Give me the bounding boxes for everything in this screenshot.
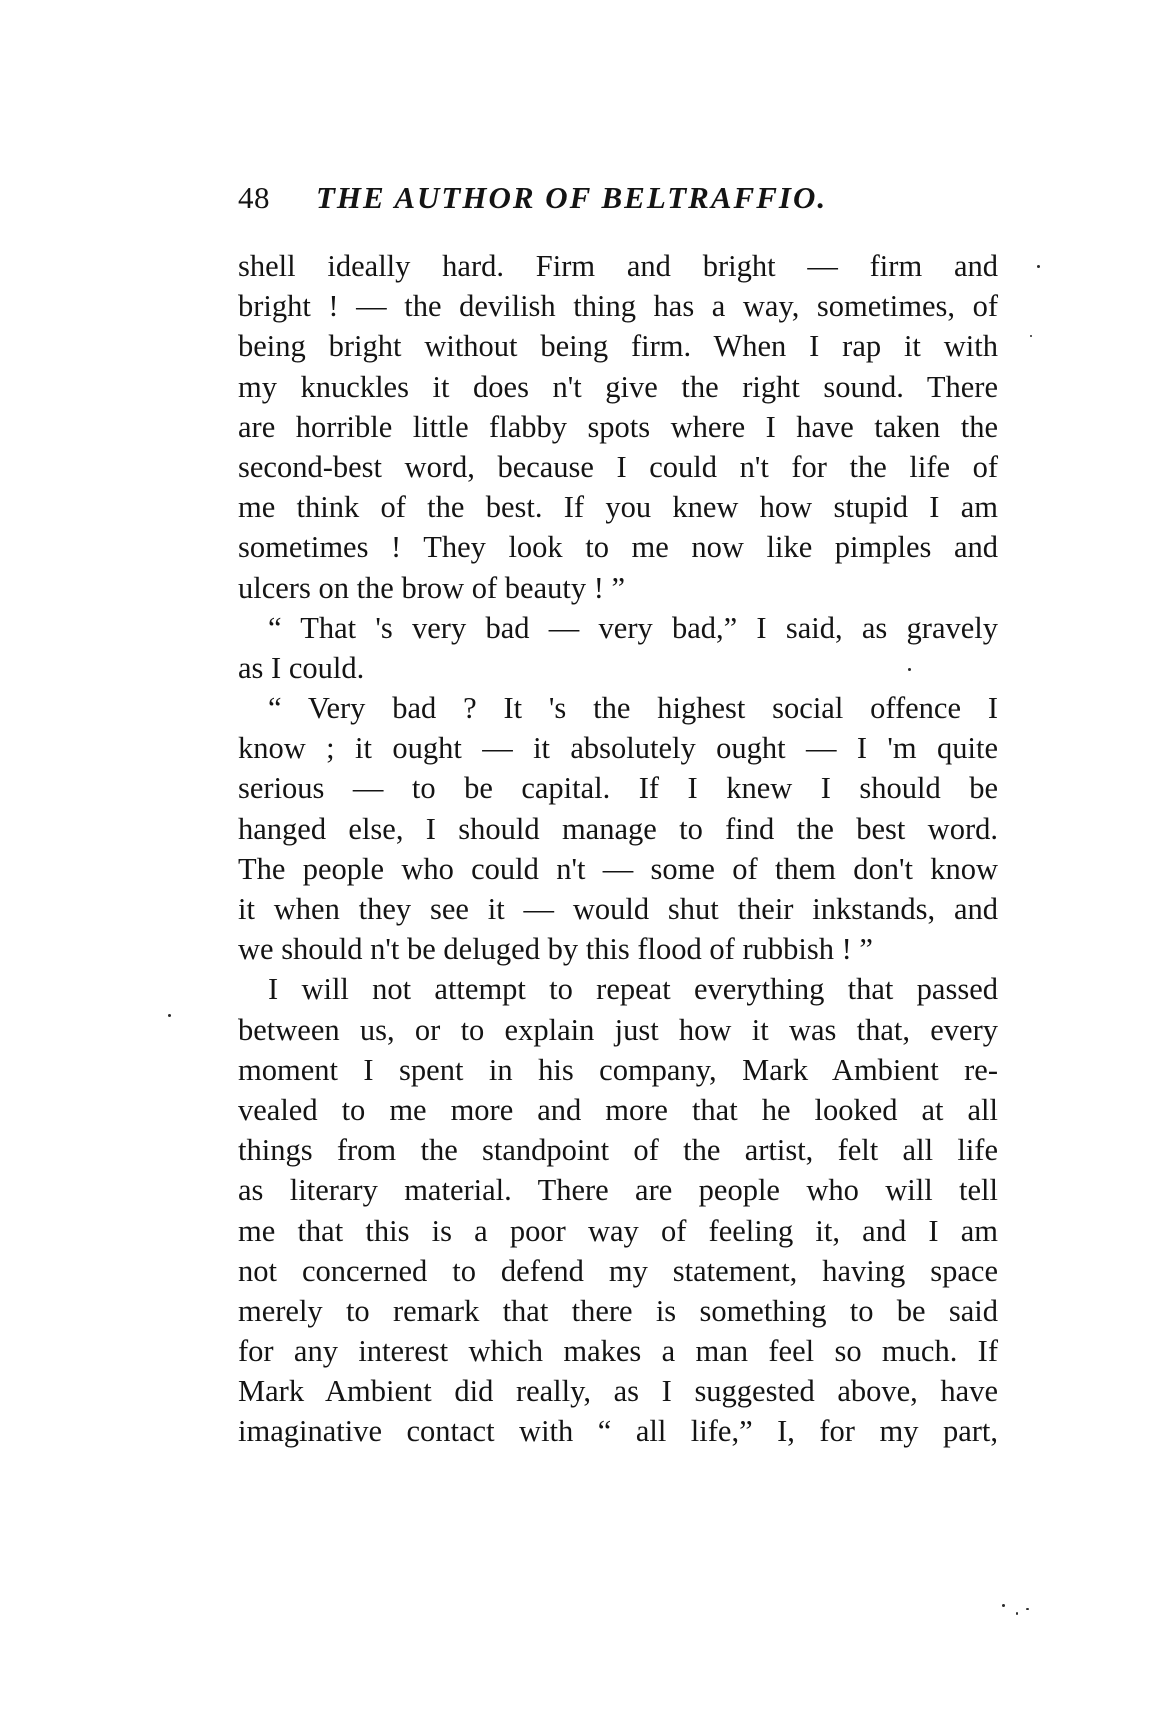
text-line: merely to remark that there is something to be said xyxy=(238,1293,998,1328)
text-line: me think of the best. If you knew how stupid I am xyxy=(238,490,998,525)
text-line: hanged else, I should manage to find the best word. xyxy=(238,811,998,846)
body-text xyxy=(238,246,998,1452)
scan-speck xyxy=(1030,335,1032,337)
text-line: as I could. xyxy=(238,650,365,685)
scan-speck xyxy=(908,668,911,671)
scan-speck xyxy=(1016,1612,1018,1615)
scan-speck xyxy=(1002,1604,1005,1607)
text-line: things from the standpoint of the artist, felt all life xyxy=(238,1133,998,1168)
text-line: “ That 's very bad — very bad,” I said, as gravely xyxy=(268,610,998,645)
text-line: being bright without being firm. When I rap it with xyxy=(238,329,998,364)
text-line: Mark Ambient did really, as I suggested above, have xyxy=(238,1374,998,1409)
text-line: I will not attempt to repeat everything that passed xyxy=(268,972,998,1007)
page-number: 48 xyxy=(238,180,270,215)
text-line: me that this is a poor way of feeling it, and I am xyxy=(238,1213,998,1248)
text-line: sometimes ! They look to me now like pimples and xyxy=(238,530,998,565)
text-line: as literary material. There are people who will tell xyxy=(238,1173,998,1208)
text-line: second-best word, because I could n't for the life of xyxy=(238,449,998,484)
text-line: imaginative contact with “ all life,” I, for my part, xyxy=(238,1414,998,1449)
text-line: serious — to be capital. If I knew I should be xyxy=(238,771,998,806)
text-line: The people who could n't — some of them don't know xyxy=(238,851,998,886)
text-line: it when they see it — would shut their inkstands, and xyxy=(238,892,998,926)
running-title: THE AUTHOR OF BELTRAFFIO. xyxy=(316,180,828,215)
text-line: for any interest which makes a man feel so much. If xyxy=(238,1334,998,1369)
scan-speck xyxy=(1037,265,1040,268)
text-line: are horrible little flabby spots where I have taken the xyxy=(238,409,998,444)
text-line: bright ! — the devilish thing has a way, sometimes, of xyxy=(238,289,998,324)
running-head xyxy=(238,176,998,220)
text-line: not concerned to defend my statement, having space xyxy=(238,1253,998,1288)
text-line: know ; it ought — it absolutely ought — I 'm quite xyxy=(238,731,998,766)
text-line: ulcers on the brow of beauty ! ” xyxy=(238,570,626,605)
text-line: moment I spent in his company, Mark Ambient re- xyxy=(238,1052,998,1087)
text-line: we should n't be deluged by this flood of rubbish ! ” xyxy=(238,932,873,967)
scan-speck xyxy=(168,1014,171,1017)
scan-speck xyxy=(1026,1608,1029,1610)
text-line: shell ideally hard. Firm and bright — firm and xyxy=(238,249,998,283)
text-line: vealed to me more and more that he looked at all xyxy=(238,1092,998,1127)
text-line: my knuckles it does n't give the right sound. There xyxy=(238,369,998,404)
text-line: “ Very bad ? It 's the highest social offence I xyxy=(268,691,998,726)
text-line: between us, or to explain just how it was that, every xyxy=(238,1012,998,1047)
